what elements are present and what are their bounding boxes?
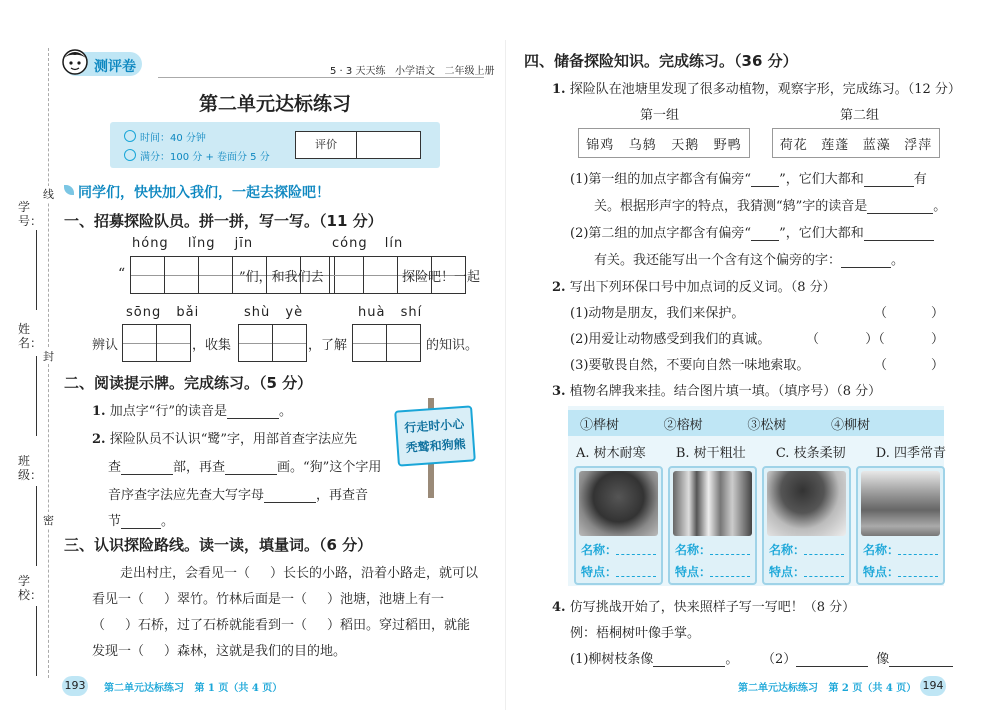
r-q2-title — [552, 276, 836, 295]
tree-willow: ④柳树 — [830, 418, 870, 433]
s2-q2-jie-blank[interactable] — [121, 514, 161, 529]
pinyin-songbai: sōng bǎi — [126, 305, 200, 320]
s3-p2b: ）翠竹。竹林后面是一（ — [164, 592, 308, 607]
q1-related2-blank[interactable] — [864, 226, 934, 241]
r-q2-l1: (1)动物是朋友，我们来保护。 — [570, 306, 745, 321]
s2-q2-d2: 。 — [161, 514, 175, 529]
s2-q2-hua-blank[interactable] — [225, 460, 277, 475]
r-q2-num: 2. — [552, 280, 566, 295]
s2-q2-a-text: 探险队员不认识“鹭”字，用部首查字法应先 — [109, 432, 358, 447]
s2-q2-b3: 画。“狗”这个字用 — [277, 460, 382, 475]
section2-title: 二、阅读提示牌。完成练习。（5 分） — [64, 374, 313, 392]
card1-feature-blank[interactable] — [616, 576, 656, 577]
plant-card-3 — [762, 466, 851, 585]
r-q4-num: 4. — [552, 600, 566, 615]
grid-shuye[interactable] — [238, 324, 307, 362]
footer-right-text: 第二单元达标练习 第 2 页（共 4 页） — [738, 683, 917, 694]
info-box — [110, 122, 440, 168]
s3-p1b: ）长长的小路，沿着小路走，就可以 — [270, 566, 479, 581]
option-d: D. 四季常青 — [875, 446, 946, 461]
s3-p3c: ）稻田。穿过稻田，就能 — [327, 618, 471, 633]
side-xuehao: 学号： — [18, 200, 43, 228]
card3-name-blank[interactable] — [804, 554, 844, 555]
eval-cell[interactable] — [357, 132, 420, 158]
sign-board — [394, 405, 476, 466]
s3-p4b: ）森林，这就是我们的目的地。 — [164, 644, 347, 659]
s3-p2c: ）池塘，池塘上有一 — [327, 592, 445, 607]
s2-q2-b — [108, 456, 381, 475]
text-shouji: ，收集 — [192, 338, 232, 353]
card1-name-label: 名称： — [581, 543, 618, 557]
r-q1-a1: (1)第一组的加点字都含有偏旁“ ”，它们大都和 有 — [570, 172, 927, 187]
time-label: 时间：40 分钟 — [140, 133, 206, 144]
card2-feature-blank[interactable] — [710, 576, 750, 577]
q4-willow-blank[interactable] — [653, 652, 725, 667]
side-xuexiao: 学校： — [18, 574, 43, 602]
score-label: 满分：100 分 + 卷面分 5 分 — [140, 152, 270, 163]
group2-label: 第二组 — [840, 108, 880, 123]
card4-feature-blank[interactable] — [898, 576, 938, 577]
text-liaojie: ，了解 — [308, 338, 348, 353]
text-mid1-visible — [239, 266, 324, 285]
s3-p2a: 看见一（ — [92, 592, 145, 607]
r-q2-l3-paren[interactable]: （ ） — [874, 358, 944, 373]
plant-card-4 — [856, 466, 945, 585]
pinyin-honglingjin: hóng lǐng jīn — [132, 236, 254, 251]
sign-line2: 秃鹫和狗熊 — [405, 436, 467, 456]
badge-label: 测评卷 — [94, 59, 136, 75]
card3-feature-blank[interactable] — [804, 576, 844, 577]
side-xuehao-line — [36, 230, 37, 310]
pinyin-huashi: huà shí — [358, 305, 423, 320]
r-q1-b2: 有关。我还能写出一个含有这个偏旁的字： 。 — [594, 253, 905, 268]
page-divider — [505, 40, 506, 710]
card4-name-blank[interactable] — [898, 554, 938, 555]
clock-icon — [124, 130, 136, 142]
side-feng: 封 — [43, 350, 54, 363]
mascot-icon — [60, 46, 90, 78]
grid-huashi[interactable] — [352, 324, 421, 362]
option-c: C. 枝条柔韧 — [775, 446, 846, 461]
tree-banyan: ②榕树 — [663, 418, 703, 433]
section4-title: 四、储备探险知识。完成练习。（36 分） — [524, 52, 798, 70]
side-banji-line — [36, 486, 37, 566]
s2-q2-d1: 节 — [108, 514, 122, 529]
text-bianren: 辨认 — [92, 338, 119, 353]
s2-q2-a — [92, 428, 357, 447]
s3-line4 — [92, 640, 346, 659]
s2-q2-c1: 音序查字法应先查大写字母 — [108, 488, 265, 503]
card2-name-label: 名称： — [675, 543, 712, 557]
r-q1-title — [552, 78, 961, 97]
q1-related1-blank[interactable] — [864, 172, 914, 187]
s2-q2-c2: ，再查音 — [316, 488, 369, 503]
r-q3-title — [552, 380, 881, 399]
r-q2-l1-paren[interactable]: （ ） — [874, 306, 944, 321]
card3-name-label: 名称： — [769, 543, 806, 557]
r-q4-text: 仿写挑战开始了，快来照样子写一写吧！（8 分） — [569, 600, 856, 615]
side-xian: 线 — [43, 188, 54, 201]
word-lianpeng: 莲蓬 — [821, 137, 850, 153]
s3-p3a: （ — [92, 618, 106, 633]
s3-p4a: 发现一（ — [92, 644, 145, 659]
banyan-photo — [579, 471, 658, 536]
s2-q1-num: 1. — [92, 404, 106, 419]
side-xingming: 姓名： — [18, 322, 43, 350]
page-title: 第二单元达标练习 — [198, 93, 351, 115]
s2-q2-num: 2. — [92, 432, 106, 447]
brand-line: 5 · 3 天天练 小学语文 二年级上册 — [330, 66, 495, 77]
option-a: A. 树木耐寒 — [576, 446, 646, 461]
r-q2-text: 写出下列环保口号中加点词的反义词。（8 分） — [569, 280, 836, 295]
r-q2-l2: (2)用爱让动物感受到我们的真诚。 — [570, 332, 771, 347]
r-q4-title — [552, 596, 855, 615]
plant-card-1 — [574, 466, 663, 585]
s2-q1-end: 。 — [279, 404, 293, 419]
word-tiane: 天鹅 — [671, 137, 700, 153]
text-mid1-span: ”们，和我们去 — [239, 270, 324, 285]
s3-line1 — [120, 562, 478, 581]
tree-pine: ③松树 — [747, 418, 787, 433]
s2-q2-b1: 查 — [108, 460, 122, 475]
s2-q2-c — [108, 484, 368, 503]
header-rule — [158, 77, 484, 78]
r-q1-a2: 关。根据形声字的特点，我猜测“鸫”字的读音是 。 — [594, 199, 947, 214]
sign-line1: 行走时小心 — [403, 416, 465, 436]
q4-object-blank[interactable] — [889, 652, 953, 667]
r-q1-num: 1. — [552, 82, 566, 97]
grid-songbai[interactable] — [122, 324, 191, 362]
card1-feature-label: 特点： — [581, 565, 618, 579]
s2-q2-b2: 部，再查 — [173, 460, 226, 475]
r-q4-example: 例：梧桐树叶像手掌。 — [570, 626, 701, 641]
q3-tree-list — [580, 414, 870, 433]
word-wudong: 乌鸫 — [628, 137, 657, 153]
intro-leaf-icon — [64, 185, 74, 195]
s2-q2-letter-blank[interactable] — [264, 488, 316, 503]
pinyin-conglin: cóng lín — [332, 236, 404, 251]
s2-q1 — [92, 400, 292, 419]
r-q1-text: 探险队在池塘里发现了很多动植物，观察字形，完成练习。（12 分） — [569, 82, 961, 97]
side-xingming-line — [36, 356, 37, 436]
text-zhishi: 的知识。 — [426, 338, 479, 353]
s3-line3 — [92, 614, 470, 633]
r-q3-text: 植物名牌我来挂。结合图片填一填。（填序号）（8 分） — [569, 384, 882, 399]
intro-line: 同学们，快快加入我们，一起去探险吧！ — [78, 185, 330, 201]
r-q4-line2: （2） 像 — [762, 648, 953, 667]
s3-p1: 走出村庄，会看见一（ — [120, 566, 251, 581]
s2-q1-text: 加点字“行”的读音是 — [109, 404, 228, 419]
group2-words — [772, 128, 940, 158]
q3-options — [576, 442, 946, 461]
birch-photo — [673, 471, 752, 536]
r-q1-b1: (2)第二组的加点字都含有偏旁“ ”，它们大都和 — [570, 222, 934, 241]
plant-card-2 — [668, 466, 757, 585]
q4-subject-blank[interactable] — [796, 652, 868, 667]
group1-label: 第一组 — [640, 108, 680, 123]
footer-left-text: 第二单元达标练习 第 1 页（共 4 页） — [104, 683, 283, 694]
quote-open: “ — [118, 266, 126, 282]
q1-reading-blank[interactable] — [867, 199, 933, 214]
footer-left-page-num: 193 — [62, 676, 88, 696]
card4-name-label: 名称： — [863, 543, 900, 557]
card4-feature-label: 特点： — [863, 565, 900, 579]
check-icon — [124, 149, 136, 161]
tree-birch: ①桦树 — [580, 418, 620, 433]
card2-feature-label: 特点： — [675, 565, 712, 579]
word-hehua: 荷花 — [779, 137, 808, 153]
pinyin-shuye: shù yè — [244, 305, 304, 320]
section1-title: 一、招募探险队员。拼一拼，写一写。（11 分） — [64, 212, 383, 230]
r-q2-l2-paren[interactable]: （ ）（ ） — [806, 332, 944, 347]
text-mid2: 探险吧！一起 — [402, 270, 481, 285]
r-q3-num: 3. — [552, 384, 566, 399]
s2-q1-blank[interactable] — [227, 404, 279, 419]
side-mi: 密 — [43, 514, 54, 527]
willow-photo — [861, 471, 940, 536]
eval-label: 评价 — [296, 132, 357, 158]
q1-char-blank[interactable] — [841, 253, 891, 268]
option-b: B. 树干粗壮 — [675, 446, 746, 461]
s3-line2 — [92, 588, 444, 607]
group1-words — [578, 128, 750, 158]
word-fuping: 浮萍 — [904, 137, 933, 153]
q1-radical2-blank[interactable] — [751, 226, 779, 241]
word-lanzao: 蓝藻 — [862, 137, 891, 153]
word-yeya: 野鸭 — [713, 137, 742, 153]
section3-title: 三、认识探险路线。读一读，填量词。（6 分） — [64, 536, 373, 554]
card1-name-blank[interactable] — [616, 554, 656, 555]
r-q4-line1: (1)柳树枝条像 。 — [570, 652, 739, 667]
s2-q2-d — [108, 510, 174, 529]
footer-right-page-num: 194 — [920, 676, 946, 696]
word-jinji: 锦鸡 — [586, 137, 615, 153]
s2-q2-bushou-blank[interactable] — [121, 460, 173, 475]
pine-photo — [767, 471, 846, 536]
q1-radical1-blank[interactable] — [751, 172, 779, 187]
s3-p3b: ）石桥，过了石桥就能看到一（ — [125, 618, 308, 633]
side-xuexiao-line — [36, 606, 37, 676]
eval-table — [295, 131, 421, 159]
r-q2-l3: (3)要敬畏自然，不要向自然一味地索取。 — [570, 358, 810, 373]
card2-name-blank[interactable] — [710, 554, 750, 555]
side-banji: 班级： — [18, 454, 43, 482]
card3-feature-label: 特点： — [769, 565, 806, 579]
